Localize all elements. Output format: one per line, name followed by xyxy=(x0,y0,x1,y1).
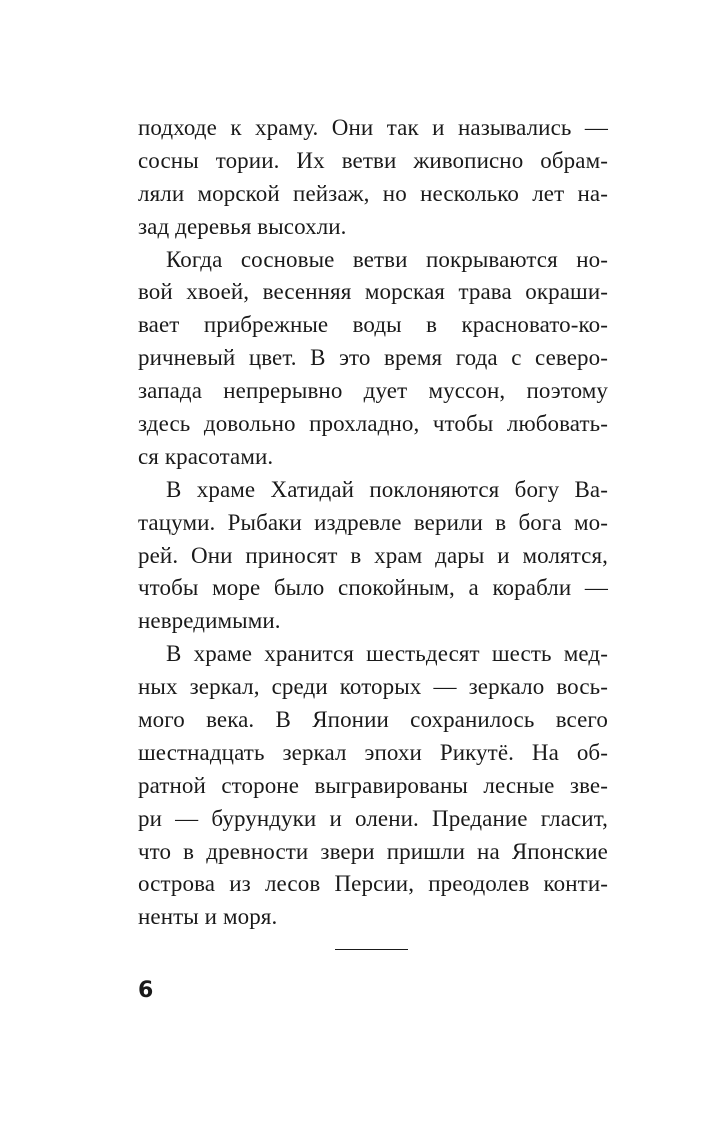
text-line: тацуми. Рыбаки издревле верили в бога мо- xyxy=(138,509,608,535)
text-line: чтобы море было спокойным, а корабли — xyxy=(138,575,608,601)
body-text xyxy=(138,112,608,934)
text-line: острова из лесов Персии, преодолев конти- xyxy=(138,871,608,897)
text-line: шестнадцать зеркал эпохи Рикутё. На об- xyxy=(138,739,608,765)
text-line: ляли морской пейзаж, но несколько лет на- xyxy=(138,180,608,206)
text-line: ся красотами. xyxy=(138,443,274,469)
text-line: запада непрерывно дует муссон, поэтому xyxy=(138,378,608,404)
text-line: В храме Хатидай поклоняются богу Ва- xyxy=(166,476,608,502)
text-line: мого века. В Японии сохранилось всего xyxy=(138,707,608,733)
text-line: ных зеркал, среди которых — зеркало вось- xyxy=(138,674,608,700)
text-line: невредимыми. xyxy=(138,608,281,634)
text-line: Когда сосновые ветви покрываются но- xyxy=(166,246,608,272)
text-line: вой хвоей, весенняя морская трава окраши- xyxy=(138,279,608,305)
text-line: подходе к храму. Они так и назывались — xyxy=(138,115,608,140)
text-line: ненты и моря. xyxy=(138,904,278,930)
text-line: здесь довольно прохладно, чтобы любовать- xyxy=(138,411,608,437)
text-line: В храме хранится шестьдесят шесть мед- xyxy=(166,641,608,667)
text-line: ратной стороне выгравированы лесные зве- xyxy=(138,772,608,798)
section-divider xyxy=(335,949,408,950)
text-line: рей. Они приносят в храм дары и молятся, xyxy=(138,542,608,568)
page-number: 6 xyxy=(138,978,154,1003)
text-line: что в древности звери пришли на Японские xyxy=(138,838,608,864)
text-line: ри — бурундуки и олени. Предание гласит, xyxy=(138,805,608,831)
text-line: ричневый цвет. В это время года с северо- xyxy=(138,345,608,371)
text-line: зад деревья высохли. xyxy=(138,213,347,239)
text-line: вает прибрежные воды в красновато-ко- xyxy=(138,312,608,338)
text-line: сосны тории. Их ветви живописно обрам- xyxy=(138,147,608,173)
